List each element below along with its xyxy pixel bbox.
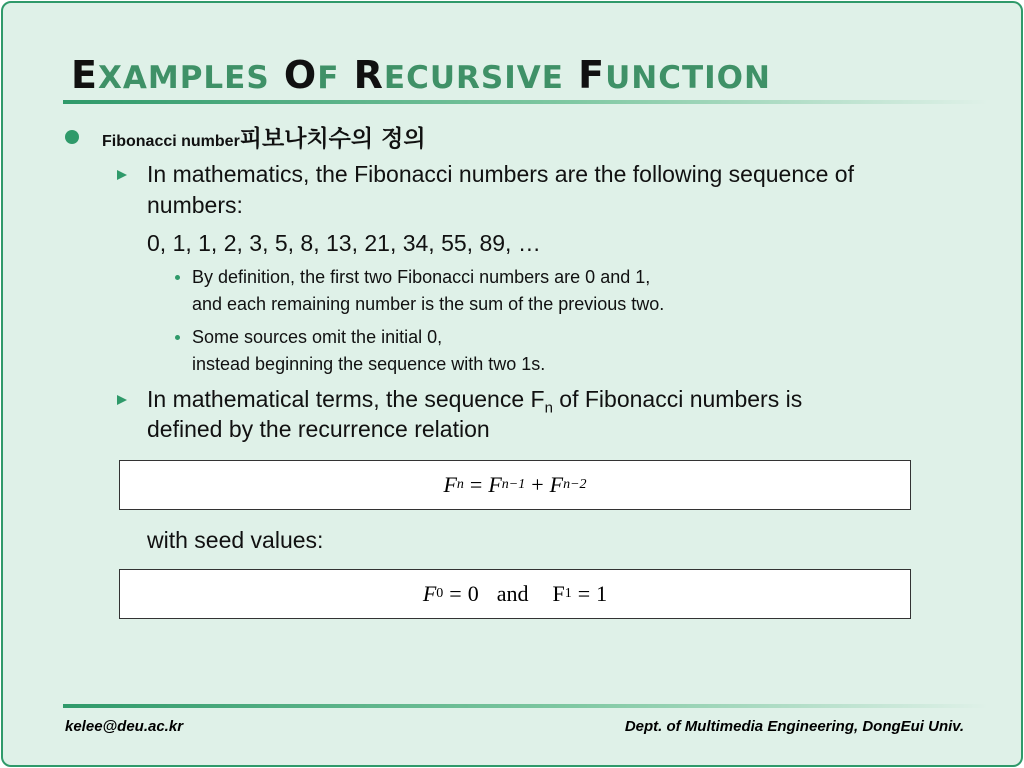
title-cap-f: F [578, 53, 606, 97]
item1-line2: numbers: [147, 192, 243, 218]
level3-bullet-icon [175, 275, 180, 280]
formula-operator: = [449, 581, 462, 606]
formula-term: F [488, 472, 502, 497]
level1-heading-kr: 피보나치수의 정의 [239, 126, 426, 152]
title-word-examples: XAMPLES [97, 60, 270, 96]
formula-subscript: n−2 [563, 477, 587, 492]
footer-email: kelee@deu.ac.kr [65, 718, 184, 735]
formula-operator: = [469, 472, 483, 497]
title-word-recursive: ECURSIVE [383, 60, 564, 96]
seed-formula-box [119, 569, 911, 619]
formula-operator: + [531, 472, 544, 497]
item2-line1-rest: of Fibonacci numbers is [552, 386, 803, 412]
slide [1, 1, 1023, 767]
level1-heading-en: Fibonacci number [102, 133, 240, 150]
sub2-line1: Some sources omit the initial 0, [192, 327, 443, 347]
item2-subscript: n [544, 399, 553, 417]
formula-and: and [496, 581, 529, 606]
sub1-line2: and each remaining number is the sum of the previous two. [192, 294, 665, 314]
sub2-line2: instead beginning the sequence with two 1s. [192, 354, 546, 374]
item1-line1: In mathematics, the Fibonacci numbers are the following sequence of [147, 161, 854, 187]
title-cap-o: O [283, 53, 318, 97]
formula-operator: = [577, 581, 591, 606]
level2-arrow-icon [117, 395, 127, 405]
formula-subscript: 1 [564, 586, 572, 601]
seed-values-label: with seed values: [147, 527, 324, 553]
level3-bullet-icon [175, 335, 180, 340]
formula-term: F [552, 581, 565, 606]
formula-value: 1 [596, 581, 608, 606]
formula-term: F [443, 472, 457, 497]
level1-heading [102, 120, 426, 153]
item2-line2: defined by the recurrence relation [147, 416, 490, 442]
footer-department: Dept. of Multimedia Engineering, DongEui Univ. [624, 718, 964, 735]
slide-title [71, 53, 771, 100]
level1-bullet-icon [65, 130, 79, 144]
level2-arrow-icon [117, 170, 127, 180]
title-cap-e: E [71, 53, 98, 97]
recurrence-formula-box [119, 460, 911, 510]
formula-term: F [422, 581, 437, 606]
formula-value: 0 [467, 581, 479, 606]
fibonacci-sequence: 0, 1, 1, 2, 3, 5, 8, 13, 21, 34, 55, 89, … [147, 230, 541, 256]
formula-subscript: n [456, 477, 464, 492]
title-word-function: UNCTION [605, 60, 771, 96]
sub1-line1: By definition, the first two Fibonacci numbers are 0 and 1, [192, 267, 651, 287]
item2-line1-text: In mathematical terms, the sequence F [147, 386, 545, 412]
footer-divider [63, 704, 988, 708]
formula-subscript: 0 [436, 586, 444, 601]
formula-term: F [549, 472, 564, 497]
title-word-of: F [317, 60, 340, 96]
title-divider [63, 100, 988, 104]
title-cap-r: R [353, 53, 384, 97]
formula-subscript: n−1 [501, 477, 526, 492]
